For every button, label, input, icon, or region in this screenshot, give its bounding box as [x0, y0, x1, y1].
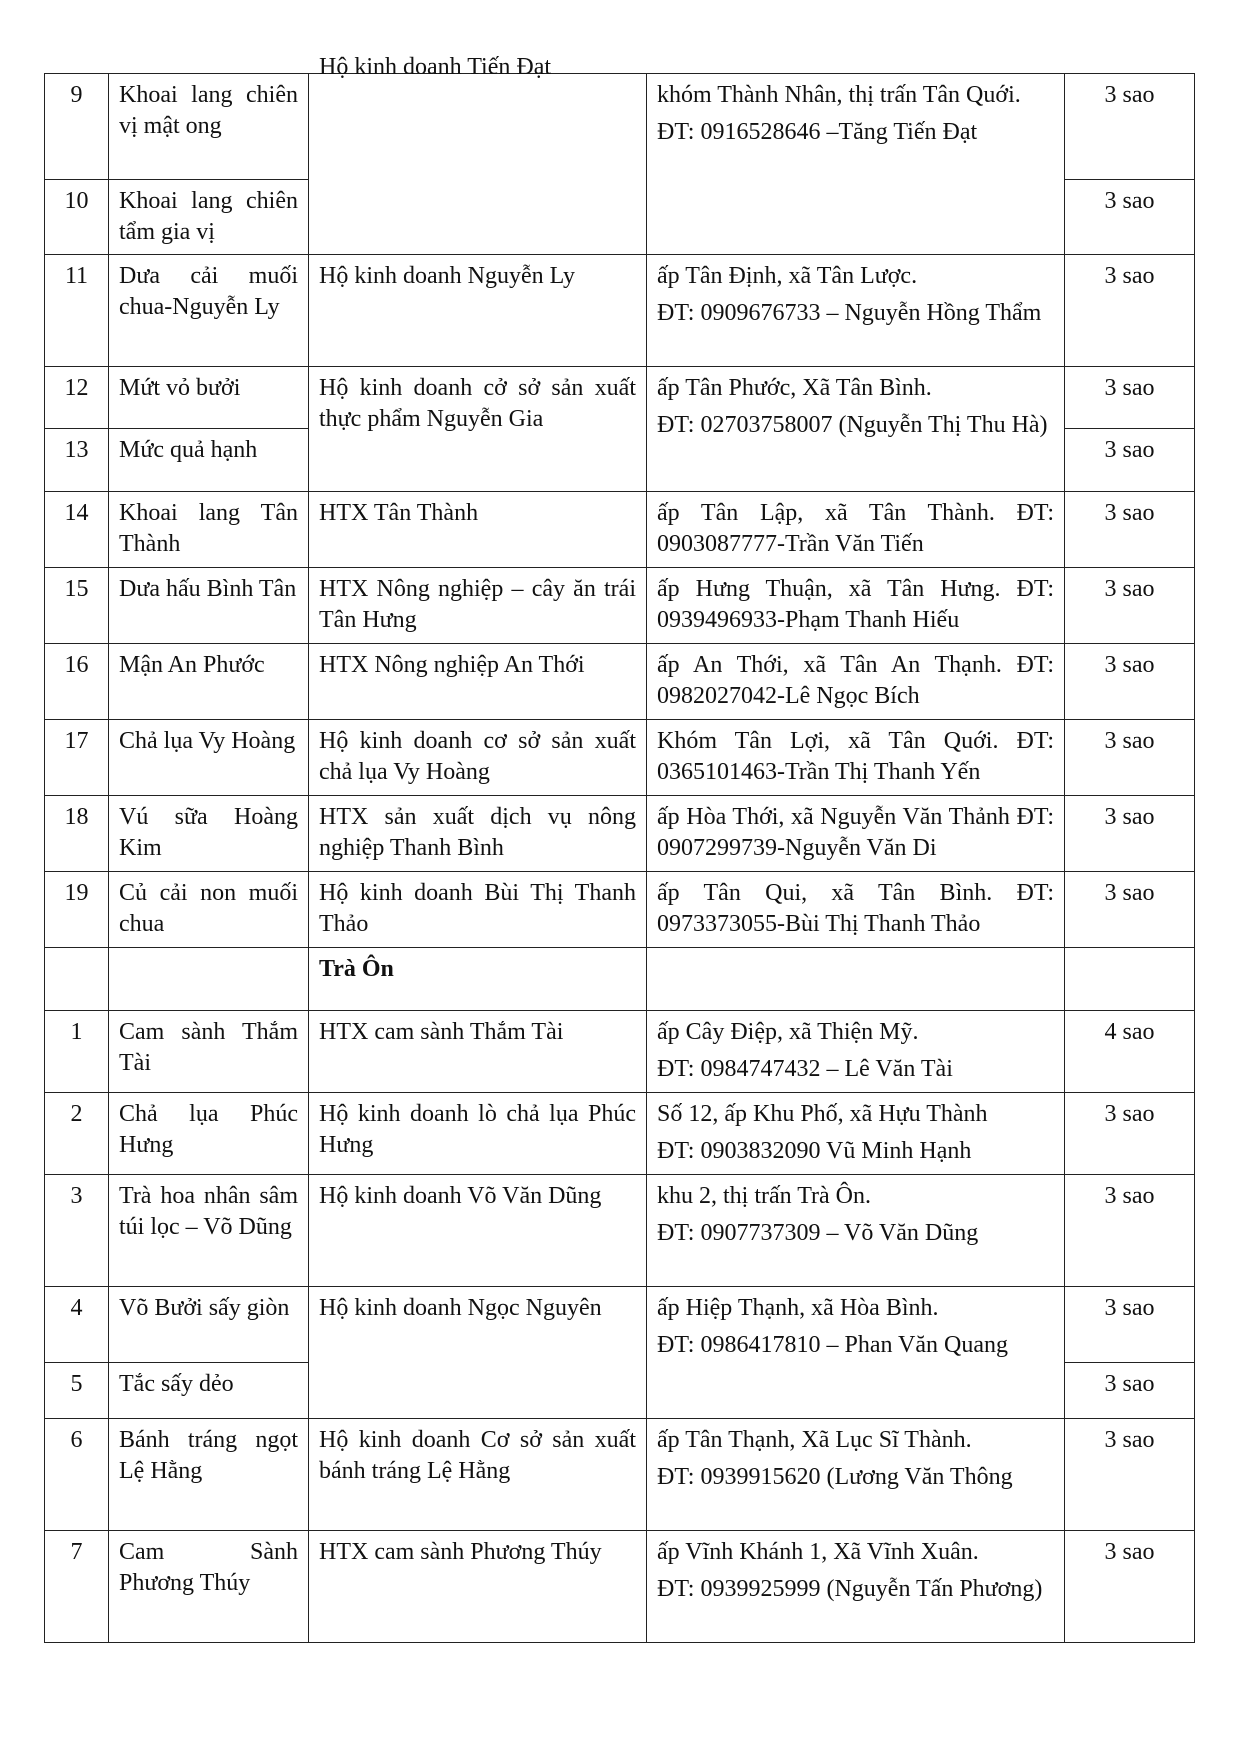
address-contact: ấp Tân Qui, xã Tân Bình. ĐT: 0973373055-Bùi Thị Thanh Thảo: [647, 872, 1065, 948]
row-number: 4: [45, 1287, 109, 1363]
table-row: [45, 367, 1195, 429]
empty-cell: [45, 948, 109, 1011]
address-line: ấp Tân Định, xã Tân Lược.: [657, 263, 918, 289]
phone-line: ĐT: 02703758007 (Nguyễn Thị Thu Hà): [657, 412, 1048, 438]
row-number: 9: [45, 74, 109, 180]
product-name: Mận An Phước: [109, 644, 309, 720]
row-number: 17: [45, 720, 109, 796]
producer-name-text: Hộ kinh doanh Tiến Đạt: [319, 54, 552, 80]
producer-name: HTX Nông nghiệp An Thới: [309, 644, 647, 720]
row-number: 18: [45, 796, 109, 872]
empty-cell: [647, 948, 1065, 1011]
table-row: [45, 1419, 1195, 1531]
rating: 3 sao: [1065, 1175, 1195, 1287]
rating: 3 sao: [1065, 180, 1195, 255]
address-line: ấp Tân Phước, Xã Tân Bình.: [657, 375, 932, 401]
table-row: [45, 1287, 1195, 1363]
empty-cell: [109, 948, 309, 1011]
address-contact: [647, 74, 1065, 255]
table-row: [45, 74, 1195, 180]
row-number: 15: [45, 568, 109, 644]
row-number: 5: [45, 1363, 109, 1419]
address-contact: ấp An Thới, xã Tân An Thạnh. ĐT: 0982027042-Lê Ngọc Bích: [647, 644, 1065, 720]
row-number: 1: [45, 1011, 109, 1093]
row-number: 10: [45, 180, 109, 255]
address-line: Số 12, ấp Khu Phố, xã Hựu Thành: [657, 1101, 988, 1127]
table-row: [45, 1093, 1195, 1175]
address-contact: [647, 1175, 1065, 1287]
product-name: Cam Sành Phương Thúy: [109, 1531, 309, 1643]
row-number: 19: [45, 872, 109, 948]
rating: 3 sao: [1065, 492, 1195, 568]
address-line: khu 2, thị trấn Trà Ôn.: [657, 1183, 872, 1209]
producer-name: HTX Tân Thành: [309, 492, 647, 568]
phone-line: ĐT: 0903832090 Vũ Minh Hạnh: [657, 1138, 972, 1164]
product-name: Khoai lang Tân Thành: [109, 492, 309, 568]
product-name: Củ cải non muối chua: [109, 872, 309, 948]
producer-name: HTX cam sành Thắm Tài: [309, 1011, 647, 1093]
address-contact: ấp Tân Lập, xã Tân Thành. ĐT: 0903087777-Trần Văn Tiến: [647, 492, 1065, 568]
producer-name: HTX cam sành Phương Thúy: [309, 1531, 647, 1643]
producer-name: Hộ kinh doanh cở sở sản xuất thực phẩm Nguyễn Gia: [309, 367, 647, 492]
section-title: Trà Ôn: [309, 948, 647, 1011]
rating: 3 sao: [1065, 1093, 1195, 1175]
address-line: ấp Tân Thạnh, Xã Lục Sĩ Thành.: [657, 1427, 972, 1453]
rating: 3 sao: [1065, 367, 1195, 429]
product-name: Chả lụa Phúc Hưng: [109, 1093, 309, 1175]
address-contact: [647, 255, 1065, 367]
producer-name: HTX sản xuất dịch vụ nông nghiệp Thanh Bình: [309, 796, 647, 872]
producer-name: Hộ kinh doanh lò chả lụa Phúc Hưng: [309, 1093, 647, 1175]
row-number: 13: [45, 429, 109, 492]
table-row: [45, 1531, 1195, 1643]
address-line: khóm Thành Nhân, thị trấn Tân Quới.: [657, 82, 1021, 108]
rating: 3 sao: [1065, 796, 1195, 872]
product-name: Mứt vỏ bưởi: [109, 367, 309, 429]
rating: 3 sao: [1065, 255, 1195, 367]
row-number: 6: [45, 1419, 109, 1531]
table-row: [45, 1011, 1195, 1093]
row-number: 14: [45, 492, 109, 568]
rating: 3 sao: [1065, 568, 1195, 644]
address-line: ấp Vĩnh Khánh 1, Xã Vĩnh Xuân.: [657, 1539, 979, 1565]
product-name: Cam sành Thắm Tài: [109, 1011, 309, 1093]
product-name: Võ Bưởi sấy giòn: [109, 1287, 309, 1363]
address-contact: [647, 367, 1065, 492]
address-contact: [647, 1011, 1065, 1093]
rating: 4 sao: [1065, 1011, 1195, 1093]
rating: 3 sao: [1065, 644, 1195, 720]
address-contact: [647, 1419, 1065, 1531]
empty-cell: [1065, 948, 1195, 1011]
product-name: Trà hoa nhân sâm túi lọc – Võ Dũng: [109, 1175, 309, 1287]
address-contact: [647, 1287, 1065, 1419]
product-name: Dưa cải muối chua-Nguyễn Ly: [109, 255, 309, 367]
product-name: Khoai lang chiên vị mật ong: [109, 74, 309, 180]
rating: 3 sao: [1065, 720, 1195, 796]
table-row: [45, 1175, 1195, 1287]
phone-line: ĐT: 0984747432 – Lê Văn Tài: [657, 1056, 953, 1082]
product-name: Bánh tráng ngọt Lệ Hằng: [109, 1419, 309, 1531]
address-line: ấp Cây Điệp, xã Thiện Mỹ.: [657, 1019, 919, 1045]
table-row: [45, 796, 1195, 872]
table-row: [45, 255, 1195, 367]
address-contact: [647, 1531, 1065, 1643]
table-row: [45, 492, 1195, 568]
rating: 3 sao: [1065, 1363, 1195, 1419]
row-number: 2: [45, 1093, 109, 1175]
product-name: Dưa hấu Bình Tân: [109, 568, 309, 644]
address-contact: Khóm Tân Lợi, xã Tân Quới. ĐT: 0365101463-Trần Thị Thanh Yến: [647, 720, 1065, 796]
address-contact: [647, 1093, 1065, 1175]
producer-name: Hộ kinh doanh cơ sở sản xuất chả lụa Vy Hoàng: [309, 720, 647, 796]
product-name: Tắc sấy dẻo: [109, 1363, 309, 1419]
address-contact: ấp Hưng Thuận, xã Tân Hưng. ĐT: 0939496933-Phạm Thanh Hiếu: [647, 568, 1065, 644]
producer-name: Hộ kinh doanh Võ Văn Dũng: [309, 1175, 647, 1287]
producer-name: Hộ kinh doanh Ngọc Nguyên: [309, 1287, 647, 1419]
address-contact: ấp Hòa Thới, xã Nguyễn Văn Thảnh ĐT: 0907299739-Nguyễn Văn Di: [647, 796, 1065, 872]
product-table: [44, 54, 1195, 1643]
row-number: 3: [45, 1175, 109, 1287]
producer-name: Hộ kinh doanh Nguyễn Ly: [309, 255, 647, 367]
rating: 3 sao: [1065, 872, 1195, 948]
phone-line: ĐT: 0909676733 – Nguyễn Hồng Thẩm: [657, 300, 1042, 326]
row-number: 7: [45, 1531, 109, 1643]
section-row: [45, 948, 1195, 1011]
rating: 3 sao: [1065, 1531, 1195, 1643]
table-row: [45, 872, 1195, 948]
producer-name: [309, 54, 647, 255]
table-row: [45, 644, 1195, 720]
phone-line: ĐT: 0939925999 (Nguyễn Tấn Phương): [657, 1576, 1043, 1602]
address-line: ấp Hiệp Thạnh, xã Hòa Bình.: [657, 1295, 939, 1321]
phone-line: ĐT: 0907737309 – Võ Văn Dũng: [657, 1220, 979, 1246]
producer-name: Hộ kinh doanh Cơ sở sản xuất bánh tráng Lệ Hằng: [309, 1419, 647, 1531]
product-name: Khoai lang chiên tẩm gia vị: [109, 180, 309, 255]
producer-name: HTX Nông nghiệp – cây ăn trái Tân Hưng: [309, 568, 647, 644]
phone-line: ĐT: 0916528646 –Tăng Tiến Đạt: [657, 119, 978, 145]
rating: 3 sao: [1065, 1419, 1195, 1531]
row-number: 16: [45, 644, 109, 720]
rating: 3 sao: [1065, 1287, 1195, 1363]
product-name: Vú sữa Hoàng Kim: [109, 796, 309, 872]
producer-name: Hộ kinh doanh Bùi Thị Thanh Thảo: [309, 872, 647, 948]
row-number: 12: [45, 367, 109, 429]
rating: 3 sao: [1065, 429, 1195, 492]
row-number: 11: [45, 255, 109, 367]
table-row: [45, 720, 1195, 796]
product-name: Mức quả hạnh: [109, 429, 309, 492]
table-row: [45, 568, 1195, 644]
rating: 3 sao: [1065, 74, 1195, 180]
phone-line: ĐT: 0939915620 (Lương Văn Thông: [657, 1464, 1013, 1490]
phone-line: ĐT: 0986417810 – Phan Văn Quang: [657, 1332, 1008, 1358]
product-name: Chả lụa Vy Hoàng: [109, 720, 309, 796]
